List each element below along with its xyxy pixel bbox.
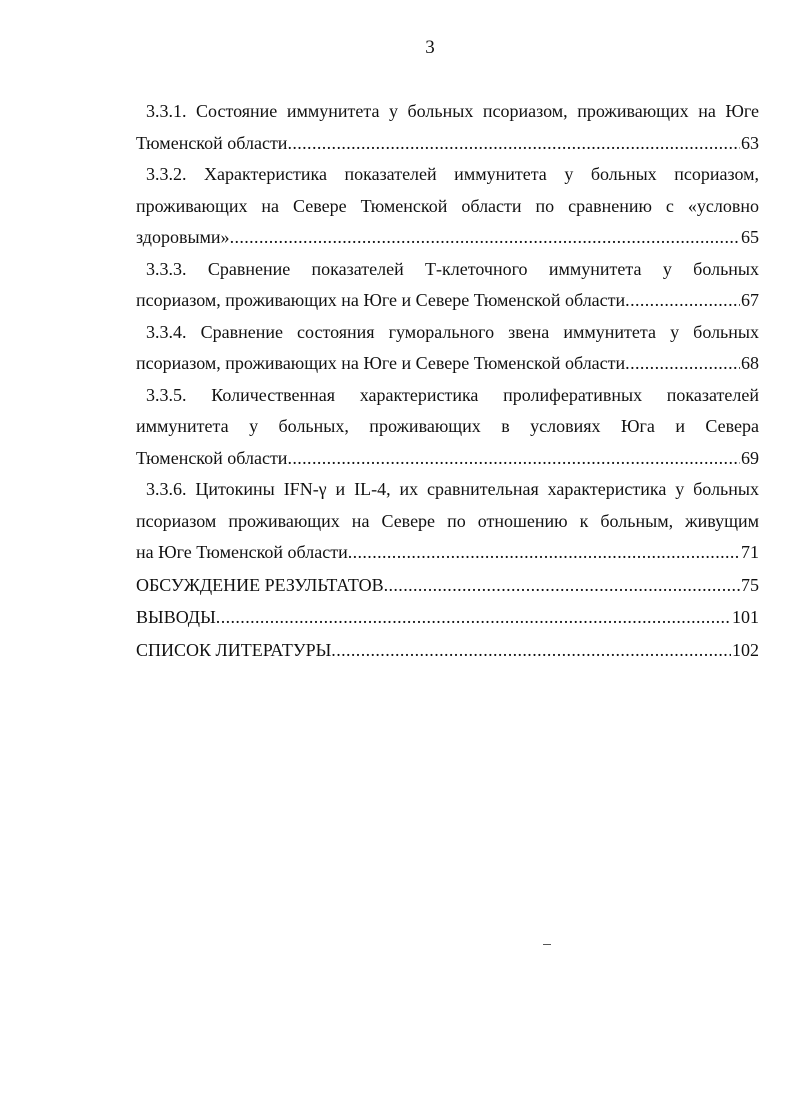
toc-page-number: 69 (741, 447, 759, 468)
toc-page-number: 102 (732, 639, 759, 660)
toc-entry-text: 3.3.2. Характеристика показателей иммунитета у больных псориазом, (146, 164, 759, 184)
toc-entry-3-3-3[interactable] (136, 254, 759, 317)
toc-entry-3-3-2[interactable] (136, 159, 759, 254)
page-number: 3 (425, 37, 435, 58)
toc-entry-3-3-4[interactable] (136, 317, 759, 380)
dot-leader (625, 348, 740, 380)
toc-entry-references[interactable] (136, 634, 759, 667)
toc-entry-text: 3.3.3. Сравнение показателей Т-клеточного иммунитета у больных (146, 258, 759, 279)
toc-entry-text: псориазом, проживающих на Юге и Севере Тюменской области (136, 290, 626, 310)
toc-entry-3-3-6[interactable] (136, 474, 759, 569)
dot-leader (331, 634, 731, 667)
dot-leader (216, 601, 731, 634)
toc-entry-text: псориазом проживающих на Севере по отношению к больным, живущим (136, 510, 759, 531)
toc-entry-text: 3.3.4. Сравнение состояния гуморального звена иммунитета у больных (146, 321, 759, 342)
toc-entry-text: 3.3.6. Цитокины IFN-γ и IL-4, их сравнительная характеристика у больных (146, 479, 759, 499)
dot-leader (348, 537, 740, 569)
toc-entry-text: псориазом, проживающих на Юге и Севере Тюменской области (136, 353, 626, 373)
toc-page-number: 75 (741, 574, 759, 595)
toc-entry-text: СПИСОК ЛИТЕРАТУРЫ (136, 639, 332, 660)
toc-page-number: 65 (741, 227, 759, 247)
toc-entry-text: 3.3.5. Количественная характеристика пролиферативных показателей (146, 384, 759, 405)
toc-page-number: 63 (741, 132, 759, 153)
toc-entry-text: на Юге Тюменской области (136, 542, 348, 562)
toc-page-number: 101 (732, 607, 759, 627)
toc-entry-text: Тюменской области (136, 447, 288, 468)
dot-leader (625, 285, 740, 317)
dot-leader (287, 443, 740, 475)
toc-page-number: 71 (741, 542, 759, 562)
toc-entry-conclusions[interactable] (136, 601, 759, 634)
toc-page-number: 67 (741, 290, 759, 310)
toc-entry-text: 3.3.1. Состояние иммунитета у больных псориазом, проживающих на Юге (146, 101, 759, 121)
toc-entry-text: Тюменской области (136, 132, 288, 153)
toc-entry-text: иммунитета у больных, проживающих в условиях Юга и Севера (136, 416, 759, 436)
toc-entry-text: проживающих на Севере Тюменской области по сравнению с «условно (136, 195, 759, 216)
toc-entry-text: здоровыми» (136, 227, 230, 247)
toc-entry-discussion[interactable] (136, 569, 759, 602)
toc-entry-text: ОБСУЖДЕНИЕ РЕЗУЛЬТАТОВ (136, 574, 384, 595)
dot-leader (230, 222, 740, 254)
scan-mark (543, 944, 551, 945)
table-of-contents (136, 96, 759, 666)
toc-page-number: 68 (741, 353, 759, 373)
dot-leader (384, 569, 740, 602)
toc-entry-3-3-5[interactable] (136, 380, 759, 475)
toc-entry-text: ВЫВОДЫ (136, 607, 216, 627)
toc-entry-3-3-1[interactable] (136, 96, 759, 159)
dot-leader (287, 128, 740, 160)
